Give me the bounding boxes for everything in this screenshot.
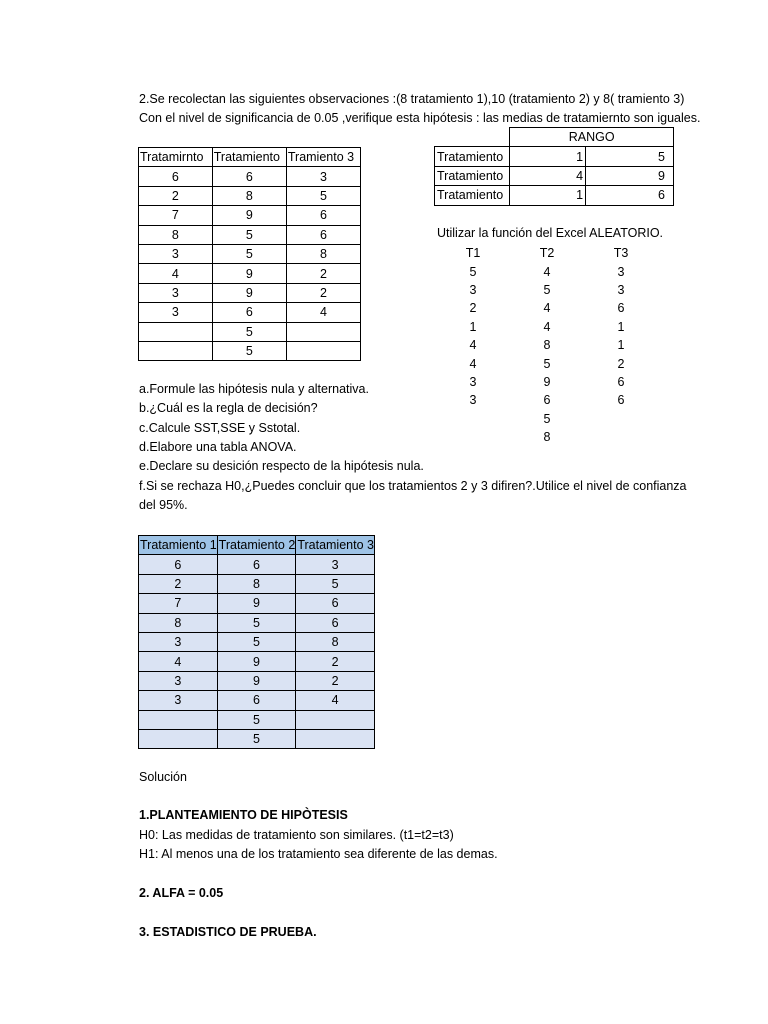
table-cell: 3 — [139, 691, 218, 710]
rango-min: 4 — [510, 166, 586, 185]
table-cell: 8 — [543, 338, 551, 353]
table-cell: 9 — [217, 652, 296, 671]
table-cell: 4 — [543, 264, 551, 279]
table-row — [139, 322, 361, 341]
table-cell: 5 — [543, 356, 551, 371]
table-cell: 6 — [617, 393, 625, 408]
question-e: e.Declare su desición respecto de la hipótesis nula. — [139, 459, 424, 473]
table-cell: 5 — [217, 729, 296, 748]
table-row — [139, 729, 375, 748]
table-cell: 5 — [212, 244, 286, 263]
table-cell: 6 — [617, 374, 625, 389]
aleatorio-title: Utilizar la función del Excel ALEATORIO. — [437, 226, 664, 240]
table-cell — [139, 341, 213, 360]
rango-max: 5 — [586, 147, 674, 166]
table-cell: 1 — [617, 338, 625, 353]
table-cell: 4 — [543, 301, 551, 316]
rango-table — [434, 127, 674, 206]
table-cell: 3 — [286, 167, 360, 186]
step3-title: 3. ESTADISTICO DE PRUEBA. — [139, 925, 317, 939]
table-cell: 6 — [543, 393, 551, 408]
table-cell: 9 — [212, 283, 286, 302]
table-row — [139, 574, 375, 593]
table-cell — [139, 322, 213, 341]
table-cell: 9 — [217, 594, 296, 613]
step2-alpha: 2. ALFA = 0.05 — [139, 886, 224, 900]
question-b: b.¿Cuál es la regla de decisión? — [139, 401, 318, 415]
table-cell: 6 — [139, 555, 218, 574]
table-cell: 9 — [217, 671, 296, 690]
table-cell — [296, 710, 375, 729]
table-row — [139, 225, 361, 244]
table-row — [436, 299, 658, 317]
table-cell: 9 — [212, 264, 286, 283]
table-cell: 5 — [212, 322, 286, 341]
table-row — [139, 244, 361, 263]
hypothesis-h1: H1: Al menos una de los tratamiento sea diferente de las demas. — [139, 847, 498, 861]
table-row — [436, 262, 658, 280]
table-cell: 2 — [286, 283, 360, 302]
aleatorio-header: T2 — [539, 246, 555, 261]
table1-body — [139, 167, 361, 361]
table1-header: Tramiento 3 — [286, 148, 360, 167]
table-row — [436, 373, 658, 391]
table-cell: 4 — [139, 652, 218, 671]
table-cell: 7 — [139, 594, 218, 613]
intro-line-1: 2.Se recolectan las siguientes observaciones :(8 tratamiento 1),10 (tratamiento 2) y 8( tramiento 3) — [139, 92, 685, 106]
table1-header: Tratamirnto — [139, 148, 213, 167]
table-cell: 6 — [217, 691, 296, 710]
question-a: a.Formule las hipótesis nula y alternativa. — [139, 382, 369, 396]
table-cell: 8 — [212, 186, 286, 205]
table-cell: 2 — [286, 264, 360, 283]
table-cell — [296, 729, 375, 748]
table-cell: 2 — [469, 301, 477, 316]
table-cell — [584, 428, 658, 446]
rango-min: 1 — [510, 147, 586, 166]
table-cell: 6 — [212, 167, 286, 186]
table-cell: 2 — [139, 186, 213, 205]
table-row — [139, 555, 375, 574]
question-d: d.Elabore una tabla ANOVA. — [139, 440, 297, 454]
solution-label: Solución — [139, 770, 187, 784]
table-cell: 3 — [617, 282, 625, 297]
table-row — [139, 691, 375, 710]
table1-header: Tratamiento — [212, 148, 286, 167]
table-row — [436, 410, 658, 428]
table-row — [436, 428, 658, 446]
rango-header: RANGO — [510, 128, 674, 147]
table-cell: 6 — [286, 206, 360, 225]
table-cell: 2 — [296, 671, 375, 690]
table-cell: 8 — [139, 613, 218, 632]
table2-body — [139, 555, 375, 749]
table-cell — [286, 341, 360, 360]
table-cell: 5 — [217, 613, 296, 632]
table-cell: 6 — [296, 613, 375, 632]
aleatorio-header: T1 — [465, 246, 481, 261]
table-row — [139, 206, 361, 225]
table-cell: 3 — [469, 282, 477, 297]
table-row — [436, 281, 658, 299]
table-row — [139, 671, 375, 690]
table-row — [139, 167, 361, 186]
table-cell: 3 — [139, 632, 218, 651]
rango-min: 1 — [510, 186, 586, 205]
table-row — [139, 283, 361, 302]
table-cell: 5 — [543, 282, 551, 297]
table-row — [436, 336, 658, 354]
table-cell — [139, 729, 218, 748]
table-cell: 6 — [286, 225, 360, 244]
table-cell: 3 — [139, 303, 213, 322]
table-cell: 3 — [139, 283, 213, 302]
table-cell — [436, 410, 510, 428]
table-row — [436, 318, 658, 336]
table-cell: 5 — [217, 632, 296, 651]
table-cell: 2 — [139, 574, 218, 593]
table2-header: Tratamiento 1 — [139, 536, 218, 555]
table-cell: 5 — [217, 710, 296, 729]
aleatorio-body — [436, 262, 658, 446]
rango-wrapper — [434, 127, 665, 207]
intro-line-2: Con el nivel de significancia de 0.05 ,verifique esta hipótesis : las medias de tratamiernto son iguales. — [139, 111, 701, 125]
table-row — [139, 613, 375, 632]
table-cell: 3 — [296, 555, 375, 574]
hypothesis-h0: H0: Las medidas de tratamiento son similares. (t1=t2=t3) — [139, 828, 454, 842]
table-cell: 5 — [543, 411, 551, 426]
rango-label: Tratamiento — [435, 147, 510, 166]
table-cell: 4 — [286, 303, 360, 322]
table-cell: 9 — [212, 206, 286, 225]
table-row — [139, 652, 375, 671]
table-cell: 6 — [212, 303, 286, 322]
table-cell: 5 — [212, 225, 286, 244]
table-cell: 6 — [139, 167, 213, 186]
table-cell: 3 — [469, 374, 477, 389]
table-cell: 3 — [469, 393, 477, 408]
question-f-cont: del 95%. — [139, 498, 188, 512]
rango-label: Tratamiento — [435, 166, 510, 185]
table-cell: 5 — [286, 186, 360, 205]
table-cell — [584, 410, 658, 428]
table-cell — [286, 322, 360, 341]
table-cell: 4 — [543, 319, 551, 334]
table-cell — [436, 428, 510, 446]
table-cell: 8 — [296, 632, 375, 651]
table-cell: 1 — [617, 319, 625, 334]
table-cell: 6 — [296, 594, 375, 613]
table-cell: 6 — [217, 555, 296, 574]
table-row — [436, 354, 658, 372]
table-cell: 5 — [469, 264, 477, 279]
table-cell: 8 — [139, 225, 213, 244]
table-row — [139, 710, 375, 729]
question-f: f.Si se rechaza H0,¿Puedes concluir que los tratamientos 2 y 3 difiren?.Utilice el nivel de confianza — [139, 479, 687, 493]
rango-max: 6 — [586, 186, 674, 205]
table-cell: 4 — [139, 264, 213, 283]
treatments-table — [138, 535, 375, 749]
table-cell — [139, 710, 218, 729]
table-row — [139, 632, 375, 651]
table-cell: 3 — [139, 671, 218, 690]
step1-title: 1.PLANTEAMIENTO DE HIPÒTESIS — [139, 808, 348, 822]
rango-label: Tratamiento — [435, 186, 510, 205]
table-cell: 3 — [139, 244, 213, 263]
table-cell: 1 — [469, 319, 477, 334]
table-row — [139, 264, 361, 283]
table-row — [139, 186, 361, 205]
table-cell: 2 — [296, 652, 375, 671]
table-cell: 4 — [469, 356, 477, 371]
table-cell: 5 — [296, 574, 375, 593]
aleatorio-table — [436, 244, 658, 446]
table-cell: 9 — [543, 374, 551, 389]
table-row — [139, 594, 375, 613]
table-cell: 8 — [217, 574, 296, 593]
table-row — [139, 341, 361, 360]
table-cell: 8 — [543, 430, 551, 445]
table-cell: 4 — [296, 691, 375, 710]
table-row — [436, 391, 658, 409]
question-c: c.Calcule SST,SSE y Sstotal. — [139, 421, 301, 435]
table-cell: 5 — [212, 341, 286, 360]
table2-header: Tratamiento 3 — [296, 536, 375, 555]
table-cell: 2 — [617, 356, 625, 371]
table-cell: 6 — [617, 301, 625, 316]
aleatorio-header: T3 — [613, 246, 629, 261]
table2-header: Tratamiento 2 — [217, 536, 296, 555]
table-cell: 4 — [469, 338, 477, 353]
observations-table — [138, 147, 361, 361]
rango-max: 9 — [586, 166, 674, 185]
table-cell: 7 — [139, 206, 213, 225]
table-row — [139, 303, 361, 322]
table-cell: 3 — [617, 264, 625, 279]
table-cell: 8 — [286, 244, 360, 263]
